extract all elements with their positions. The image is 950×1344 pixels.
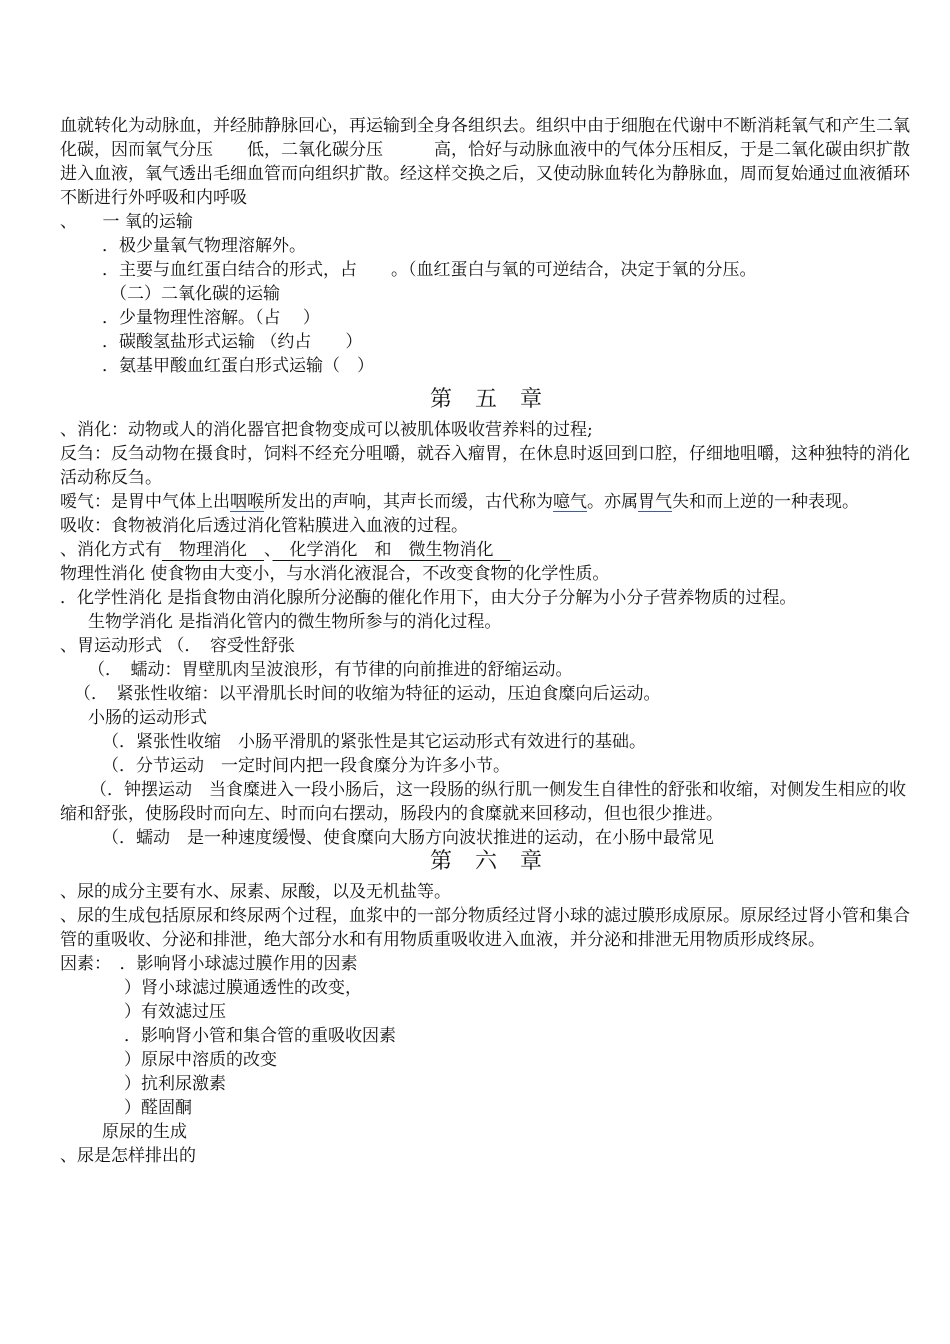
belching-text-a: 嗳气：是胃中气体上出 <box>60 492 230 512</box>
factor-item-6: ）醛固酮 <box>124 1098 192 1118</box>
gas-exchange-paragraph: 血就转化为动脉血，并经肺静脉回心，再运输到全身各组织去。组织中由于细胞在代谢中不断消耗氧气和产生二氧化碳，因而氧气分压 低，二氧化碳分压 高，恰好与动脉血液中的气体分压相反，于是二氧化碳由织扩散进入血液，氧气透出毛细血管而向组织扩散。经这样交换之后，又使动脉血转化为静脉血，周而复始通过血液循环不断进行外呼吸和内呼吸 <box>60 116 910 208</box>
small-intestine-item-1: （．紧张性收缩 小肠平滑肌的紧张性是其它运动形式有效进行的基础。 <box>102 732 646 752</box>
co2-transport-item-1: ．少量物理性溶解。（占 ） <box>102 308 320 328</box>
factor-item-5: ）抗利尿激素 <box>124 1074 226 1094</box>
chemical-digestion: ．化学性消化 是指食物由消化腺所分泌酶的催化作用下，由大分子分解为小分子营养物质的过程。 <box>60 588 797 608</box>
factor-item-2: ）有效滤过压 <box>124 1002 226 1022</box>
urine-composition: 、尿的成分主要有水、尿素、尿酸，以及无机盐等。 <box>60 882 451 902</box>
small-intestine-heading: 小肠的运动形式 <box>88 708 207 728</box>
stomach-movement-heading: 、胃运动形式 （． 容受性舒张 <box>60 636 295 656</box>
chapter-5-title: 第 五 章 <box>430 387 550 412</box>
factor-item-4: ）原尿中溶质的改变 <box>124 1050 277 1070</box>
factor-item-1: ）肾小球滤过膜通透性的改变， <box>124 978 362 998</box>
microbial-digestion: 生物学消化 是指消化管内的微生物所参与的消化过程。 <box>88 612 502 632</box>
small-intestine-item-2: （．分节运动 一定时间内把一段食糜分为许多小节。 <box>102 756 510 776</box>
belching-text-e: 。亦属 <box>587 492 638 512</box>
belching-definition <box>60 490 922 514</box>
urine-formation: 、尿的生成包括原尿和终尿两个过程，血浆中的一部分物质经过肾小球的滤过膜形成原尿。原尿经过肾小管和集合管的重吸收、分泌和排泄，绝大部分水和有用物质重吸收进入血液，并分泌和排泄无用物质形成终尿。 <box>60 906 910 950</box>
belching-text-c: 所发出的声响，其声长而缓，古代称为 <box>264 492 553 512</box>
yiqi-link[interactable]: 噫气 <box>553 492 587 512</box>
factors-heading: 因素： ．影响肾小球滤过膜作用的因素 <box>60 954 358 974</box>
oxygen-transport-item-1: ．极少量氧气物理溶解外。 <box>102 236 306 256</box>
stomach-qi-link[interactable]: 胃气 <box>638 492 672 512</box>
digestion-methods <box>60 538 920 562</box>
stomach-movement-item-2: （． 紧张性收缩：以平滑肌长时间的收缩为特征的运动，压迫食糜向后运动。 <box>74 684 661 704</box>
oxygen-transport-item-2: ．主要与血红蛋白结合的形式，占 。（血红蛋白与氧的可逆结合，决定于氧的分压。 <box>102 260 757 280</box>
physical-digestion: 物理性消化 使食物由大变小，与水消化液混合，不改变食物的化学性质。 <box>60 564 610 584</box>
physical-digestion-blank: 物理消化 <box>162 540 264 560</box>
digestion-methods-separator: 、 <box>264 540 273 560</box>
co2-transport-heading: （二）二氧化碳的运输 <box>110 284 280 304</box>
chemical-microbial-digestion-blank: 化学消化 和 微生物消化 <box>272 540 511 560</box>
throat-link[interactable]: 咽喉 <box>230 492 264 512</box>
stomach-movement-item-1: （． 蠕动：胃壁肌肉呈波浪形，有节律的向前推进的舒缩运动。 <box>88 660 573 680</box>
rumination-definition: 反刍：反刍动物在摄食时，饲料不经充分咀嚼，就吞入瘤胃，在休息时返回到口腔，仔细地咀嚼，这种独特的消化活动称反刍。 <box>60 444 910 488</box>
oxygen-transport-heading: 、 一 氧的运输 <box>60 212 193 232</box>
primary-urine-formation: 原尿的生成 <box>102 1122 187 1142</box>
absorption-definition: 吸收：食物被消化后透过消化管粘膜进入血液的过程。 <box>60 516 468 536</box>
small-intestine-item-4: （．蠕动 是一种速度缓慢、使食糜向大肠方向波状推进的运动，在小肠中最常见 <box>102 828 714 848</box>
digestion-definition: 、消化：动物或人的消化器官把食物变成可以被肌体吸收营养料的过程; <box>60 420 593 440</box>
co2-transport-item-2: ．碳酸氢盐形式运输 （约占 ） <box>102 332 363 352</box>
belching-text-g: 失和而上逆的一种表现。 <box>672 492 859 512</box>
small-intestine-item-3: （．钟摆运动 当食糜进入一段小肠后，这一段肠的纵行肌一侧发生自律性的舒张和收缩，对侧发生相应的收缩和舒张，使肠段时而向左、时而向右摆动，肠段内的食糜就来回移动，但也很少推进。 <box>60 780 906 824</box>
factor-item-3: ．影响肾小管和集合管的重吸收因素 <box>124 1026 396 1046</box>
digestion-methods-lead: 、消化方式有 <box>60 540 162 560</box>
urine-excretion-heading: 、尿是怎样排出的 <box>60 1146 196 1166</box>
co2-transport-item-3: ．氨基甲酸血红蛋白形式运输（ ） <box>102 356 374 376</box>
chapter-6-title: 第 六 章 <box>430 849 550 874</box>
